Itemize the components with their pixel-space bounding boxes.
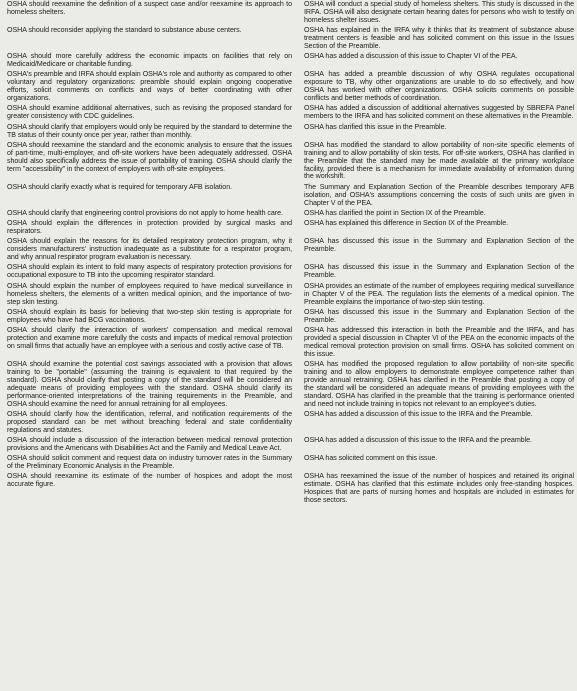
table-row xyxy=(7,283,574,307)
table-row xyxy=(7,124,574,140)
recommendation-text: OSHA should include a discussion of the interaction between medical removal protection provisions and the Americans with Disabilities Act and the Family and Medical Leave Act. xyxy=(7,435,292,452)
recommendation-text: OSHA should reexamine the standard and the economic analysis to ensure that the issues of part-time, multi-employer, and off-site workers have been adequately addressed. OSHA should also specifically address the issue of portability of training. OSHA should clarify the term "accessibility" in the context of employers with off-site employees. xyxy=(7,140,292,173)
recommendation-text: OSHA should reconsider applying the standard to substance abuse centers. xyxy=(7,26,242,35)
table-row xyxy=(7,309,574,325)
recommendation-text: OSHA should clarify exactly what is required for temporary AFB isolation. xyxy=(7,182,233,191)
response-text: The Summary and Explanation Section of the Preamble describes temporary AFB isolation, and OSHA's assumptions concerning the costs of such units are given in Chapter V of the PEA. xyxy=(304,182,574,207)
response-text: OSHA has added a preamble discussion of why OSHA regulates occupational exposure to TB, why other organizations are unable to do so effectively, and how OSHA has worked with other organizations. OSHA solicits comments on possible conflicts and better methods of coordination. xyxy=(304,70,574,103)
recommendation-text: OSHA should examine additional alternatives, such as revising the proposed standard for greater consistency with CDC guidelines. xyxy=(7,104,292,121)
table-row xyxy=(7,437,574,453)
table-row xyxy=(7,238,574,262)
response-text: OSHA has discussed this issue in the Summary and Explanation Section of the Preamble. xyxy=(304,237,574,254)
recommendation-text: OSHA should explain its intent to fold many aspects of respiratory protection provisions for occupational exposure to TB into the upcoming respirator standard. xyxy=(7,263,292,280)
response-text: OSHA has discussed this issue in the Summary and Explanation Section of the Preamble. xyxy=(304,263,574,280)
recommendation-text: OSHA should more carefully address the economic impacts on facilities that rely on Medicaid/Medicare or charitable funding. xyxy=(7,52,292,69)
response-text: OSHA has solicited comment on this issue. xyxy=(304,454,438,463)
recommendation-text: OSHA should explain the reasons for its detailed respiratory protection program, why it considers manufacturers' instruction inadequate as a substitute for a respirator program, and why annual respirator program evaluation is necessary. xyxy=(7,237,292,262)
recommendation-text: OSHA should solicit comment and request data on industry turnover rates in the Summary of the Preliminary Economic Analysis in the Preamble. xyxy=(7,454,292,471)
table-row xyxy=(7,105,574,121)
response-text: OSHA has addressed this interaction in both the Preamble and the IRFA, and has provided a special discussion in Chapter VI of the PEA on the economic impacts of the medical removal protection provision on small firms. OSHA has solicited comment on this issue. xyxy=(304,326,574,358)
table-row xyxy=(7,473,574,505)
response-text: OSHA has modified the standard to allow portability of non-site specific elements of training and to allow portability of skin tests. For off-site workers, OSHA has clarified in the Preamble that the standard may be made available at the primary workplace facility, provided there is a mechanism for immediate availability of information during the workshift. xyxy=(304,140,574,181)
response-text: OSHA has reexamined the issue of the number of hospices and retained its original estimate. OSHA has clarified that this estimate includes only free-standing hospices. Hospices that are parts of nursing homes and hospitals are included in estimates for those sectors. xyxy=(304,472,574,505)
table-row xyxy=(7,142,574,182)
table-row xyxy=(7,220,574,236)
table-row xyxy=(7,411,574,435)
response-text: OSHA has added a discussion of this issue to the IRFA and the preamble. xyxy=(304,435,532,444)
table-row xyxy=(7,264,574,280)
response-text: OSHA has modified the proposed regulation to allow portability of non-site specific training and to allow employers to demonstrate employee competence rather than provide annual retraining. OSHA has clarified in the Preamble that posting a copy of the standard will be considered an adequate means of providing employees with the standard. OSHA has clarified in the preamble that the training is performance oriented and need not include training in topics not relevant to an employee's duties. xyxy=(304,360,574,408)
table-row xyxy=(7,184,574,208)
table-row xyxy=(7,210,574,218)
response-text: OSHA provides an estimate of the number of employees requiring medical surveillance in Chapter V of the PEA. The regulation lists the elements of a medical opinion. The Preamble explains the importance of two-step skin testing. xyxy=(304,281,574,306)
recommendation-text: OSHA should clarify that employers would only be required by the standard to determine the TB status of their county once per year, rather than monthly. xyxy=(7,122,292,139)
recommendation-text: OSHA should reexamine the definition of a suspect case and/or reexamine its approach to homeless shelters. xyxy=(7,0,292,16)
table-row xyxy=(7,455,574,471)
table-row xyxy=(7,71,574,103)
response-text: OSHA has added a discussion of this issue to the IRFA and the Preamble. xyxy=(304,409,533,418)
response-text: OSHA has added a discussion of additional alternatives suggested by SBREFA Panel members to the IRFA and has solicited comment on these alternatives in the Preamble. xyxy=(304,104,574,121)
recommendation-text: OSHA should clarify the interaction of workers' compensation and medical removal protection and examine more carefully the costs and impacts of medical removal protection on small firms that actually have an employee with a serious and costly active case of TB. xyxy=(7,326,292,350)
recommendation-text: OSHA should clarify that engineering control provisions do not apply to home health care. xyxy=(7,208,283,217)
recommendation-text: OSHA should reexamine its estimate of the number of hospices and adopt the most accurate figure. xyxy=(7,472,292,489)
table-row xyxy=(7,327,574,359)
recommendation-text: OSHA should examine the potential cost savings associated with a provision that allows training to be "portable" (assuming the training is equivalent to that required by the standard). OSHA should clarify that posting a copy of the standard will be considered an adequate means of providing employees with the standard. OSHA should clarify its performance-oriented interpretations of the training requirements in the Preamble, and OSHA should examine the need for annual retraining for all employees. xyxy=(7,360,292,408)
response-text: OSHA has clarified the point in Section IX of the Preamble. xyxy=(304,208,486,217)
table-row xyxy=(7,27,574,51)
recommendation-text: OSHA's preamble and IRFA should explain OSHA's role and authority as compared to other voluntary and regulatory organizations: preamble should explain ongoing cooperative efforts, solicit comments on conflicts and ways of better coordinating with other organizations. xyxy=(7,70,292,103)
recommendation-text: OSHA should clarify how the identification, referral, and notification requirements of the proposed standard can be met without breaching federal and state confidentiality regulations and statutes. xyxy=(7,409,292,434)
table-row xyxy=(7,53,574,69)
response-text: OSHA has added a discussion of this issue to Chapter VI of the PEA. xyxy=(304,52,518,61)
response-text: OSHA has explained this difference in Section IX of the Preamble. xyxy=(304,219,509,228)
response-text: OSHA has clarified this issue in the Preamble. xyxy=(304,122,447,131)
recommendation-text: OSHA should explain the number of employees required to have medical surveillance in homeless shelters, the elements of a written medical opinion, and the importance of two-step skin testing. xyxy=(7,281,292,306)
response-text: OSHA has explained in the IRFA why it thinks that its treatment of substance abuse treatment centers is feasible and has solicited comment on this issue in the Issues Section of the Preamble. xyxy=(304,26,574,50)
recommendation-text: OSHA should explain the differences in protection provided by surgical masks and respirators. xyxy=(7,219,292,236)
response-text: OSHA has discussed this issue in the Summary and Explanation Section of the Preamble. xyxy=(304,307,574,324)
response-text: OSHA will conduct a special study of homeless shelters. This study is discussed in the IRFA. OSHA will also designate certain hearing dates for persons who wish to testify on homeless shelter issues. xyxy=(304,0,574,24)
table-row xyxy=(7,361,574,408)
recommendation-text: OSHA should explain its basis for believing that two-step skin testing is appropriate for employees who have had BCG vaccinations. xyxy=(7,307,292,324)
table-row xyxy=(7,1,574,25)
